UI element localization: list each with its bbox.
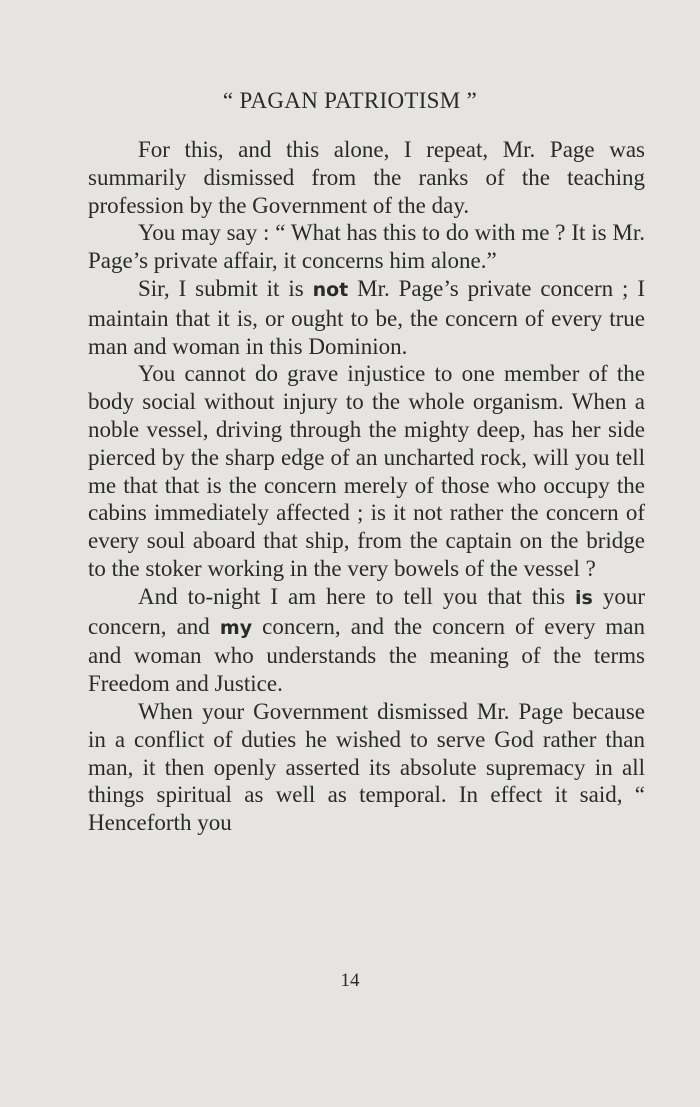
text-run: And to-night I am here to tell you that this bbox=[138, 583, 576, 609]
paragraph-3 bbox=[88, 275, 645, 360]
running-head: “ PAGAN PATRIOTISM ” bbox=[222, 88, 478, 113]
text-run: For this, and this alone, I repeat, Mr. Page was summarily dismissed from the ranks of the teaching profession by the Government of the day. bbox=[88, 137, 645, 218]
text-run: When your Government dismissed Mr. Page because in a conflict of duties he wished to serve God rather than man, it then openly asserted its absolute supremacy in all things spiritual as well as temporal. In effect it said, “ Henceforth you bbox=[88, 698, 645, 836]
bold-emphasis: not bbox=[312, 278, 349, 301]
paragraph-6 bbox=[88, 698, 645, 837]
text-run: concern, and the concern of every man and woman who understands the meaning of the terms Freedom and Justice. bbox=[88, 613, 646, 697]
text-run: Mr. Page’s private concern ; I maintain that it is, or ought to be, the concern of every true man and woman in this Dominion. bbox=[88, 275, 645, 359]
bold-emphasis: my bbox=[219, 616, 253, 639]
body-text bbox=[88, 136, 645, 837]
text-run: your concern, and bbox=[88, 583, 645, 639]
page-number: 14 bbox=[340, 970, 360, 991]
text-run: You may say : “ What has this to do with me ? It is Mr. Page’s private affair, it concerns him alone.” bbox=[88, 220, 645, 274]
paragraph-1 bbox=[88, 136, 645, 219]
paragraph-5 bbox=[88, 583, 645, 698]
paragraph-2 bbox=[88, 219, 645, 275]
text-run: Sir, I submit it is bbox=[138, 275, 313, 301]
paragraph-4 bbox=[88, 360, 645, 582]
bold-emphasis: is bbox=[575, 586, 593, 609]
text-run: You cannot do grave injustice to one member of the body social without injury to the whole organism. When a noble vessel, driving through the mighty deep, has her side pierced by the sharp edge of an uncharted rock, will you tell me that that is the concern merely of those who occupy the cabins immediately affected ; is it not rather the concern of every soul aboard that ship, from the captain on the bridge to the stoker working in the very bowels of the vessel ? bbox=[88, 361, 645, 581]
